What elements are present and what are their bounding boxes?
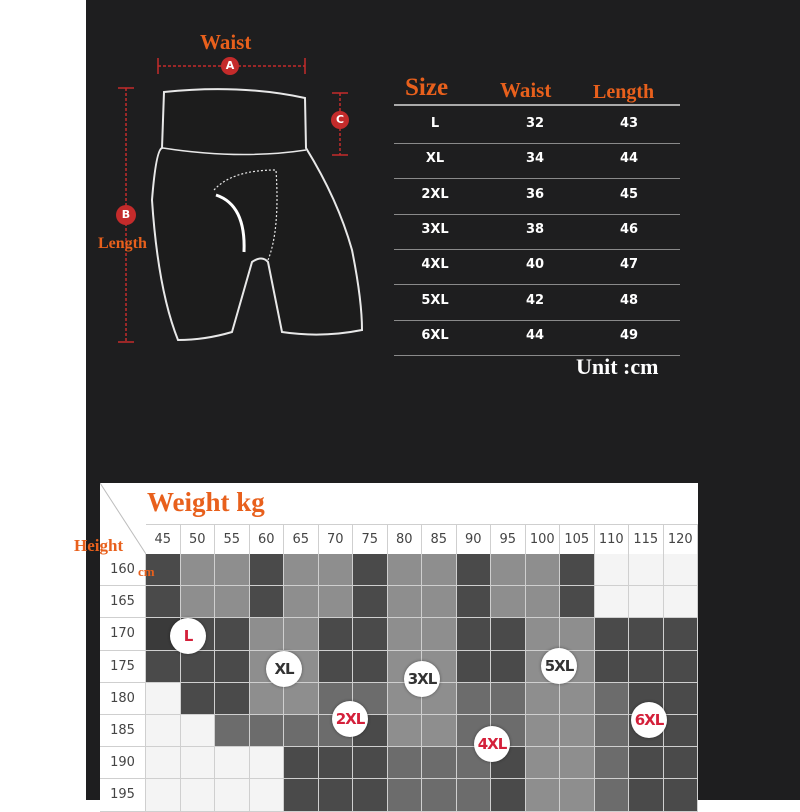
grid-cell xyxy=(457,586,492,618)
grid-cell xyxy=(422,747,457,779)
waist-cell: 42 xyxy=(525,292,545,308)
grid-cell xyxy=(491,554,526,586)
marker-b: B xyxy=(116,205,136,225)
grid-cell xyxy=(422,618,457,650)
grid-cell xyxy=(215,618,250,650)
grid-cell xyxy=(319,651,354,683)
grid-cell xyxy=(422,554,457,586)
grid-cell xyxy=(353,747,388,779)
grid-cell xyxy=(284,586,319,618)
grid-cell xyxy=(491,683,526,715)
weight-column-header: 115 xyxy=(629,524,664,554)
grid-cell xyxy=(215,715,250,747)
waist-cell: 34 xyxy=(525,151,545,167)
size-cell: 6XL xyxy=(421,327,449,343)
row-separator xyxy=(394,178,680,179)
grid-cell xyxy=(319,586,354,618)
weight-column-header: 75 xyxy=(353,524,388,554)
grid-cell xyxy=(595,715,630,747)
grid-cell xyxy=(457,618,492,650)
grid-cell xyxy=(664,618,699,650)
grid-cell xyxy=(629,747,664,779)
grid-cell xyxy=(284,747,319,779)
length-header: Length xyxy=(593,81,655,103)
marker-a: A xyxy=(221,57,239,75)
size-cell: 5XL xyxy=(421,292,449,308)
waist-cell: 40 xyxy=(525,257,545,273)
grid-cell xyxy=(526,554,561,586)
row-separator xyxy=(394,320,680,321)
weight-column-header: 50 xyxy=(181,524,216,554)
waist-header: Waist xyxy=(500,78,552,102)
height-row-header: 165 xyxy=(100,586,146,618)
table-divider xyxy=(394,104,680,106)
height-axis-label: Height xyxy=(74,536,124,555)
grid-cell xyxy=(526,715,561,747)
grid-cell xyxy=(629,586,664,618)
grid-cell xyxy=(146,586,181,618)
grid-cell xyxy=(284,618,319,650)
length-cell: 49 xyxy=(619,327,639,343)
grid-cell xyxy=(353,779,388,811)
grid-cell xyxy=(388,715,423,747)
height-unit-label: cm xyxy=(138,564,155,579)
size-badge-3xl: 3XL xyxy=(404,661,440,697)
grid-cell xyxy=(146,715,181,747)
grid-cell xyxy=(319,779,354,811)
grid-cell xyxy=(215,747,250,779)
grid-cell xyxy=(353,554,388,586)
grid-cell xyxy=(595,683,630,715)
grid-cell xyxy=(250,554,285,586)
grid-cell xyxy=(629,618,664,650)
grid-cell xyxy=(181,779,216,811)
grid-cell xyxy=(491,618,526,650)
grid-cell xyxy=(181,554,216,586)
grid-cell xyxy=(526,586,561,618)
height-row-header: 190 xyxy=(100,747,146,779)
length-cell: 48 xyxy=(619,292,639,308)
grid-cell xyxy=(215,683,250,715)
size-badge-6xl: 6XL xyxy=(631,702,667,738)
grid-cell xyxy=(629,554,664,586)
height-row-header: 175 xyxy=(100,651,146,683)
grid-cell xyxy=(457,683,492,715)
grid-cell xyxy=(664,651,699,683)
grid-cell xyxy=(595,747,630,779)
grid-cell xyxy=(595,586,630,618)
size-cell: L xyxy=(430,116,440,131)
grid-cell xyxy=(664,683,699,715)
grid-cell xyxy=(284,715,319,747)
grid-cell xyxy=(146,747,181,779)
grid-cell xyxy=(560,715,595,747)
length-cell: 45 xyxy=(619,186,639,202)
grid-cell xyxy=(146,683,181,715)
weight-column-header: 45 xyxy=(146,524,181,554)
unit-label: Unit :cm xyxy=(576,354,659,379)
grid-cell xyxy=(215,554,250,586)
waist-cell: 32 xyxy=(525,116,545,131)
grid-cell xyxy=(595,618,630,650)
weight-column-header: 80 xyxy=(388,524,423,554)
weight-column-header: 55 xyxy=(215,524,250,554)
length-cell: 47 xyxy=(619,257,639,273)
grid-cell xyxy=(146,779,181,811)
waist-cell: 44 xyxy=(525,327,545,343)
grid-cell xyxy=(664,554,699,586)
grid-cell xyxy=(284,554,319,586)
grid-cell xyxy=(664,586,699,618)
weight-column-header: 100 xyxy=(526,524,561,554)
grid-cell xyxy=(250,779,285,811)
grid-cell xyxy=(457,651,492,683)
grid-cell xyxy=(629,779,664,811)
grid-cell xyxy=(560,554,595,586)
grid-cell xyxy=(560,683,595,715)
grid-cell xyxy=(526,683,561,715)
grid-cell xyxy=(319,747,354,779)
grid-cell xyxy=(215,651,250,683)
grid-cell xyxy=(250,715,285,747)
grid-cell xyxy=(457,779,492,811)
height-row-header: 185 xyxy=(100,715,146,747)
grid-cell xyxy=(560,747,595,779)
height-row-header: 195 xyxy=(100,779,146,811)
grid-cell xyxy=(595,554,630,586)
size-header: Size xyxy=(405,74,449,101)
grid-cell xyxy=(353,651,388,683)
size-badge-4xl: 4XL xyxy=(474,726,510,762)
grid-cell xyxy=(284,779,319,811)
grid-cell xyxy=(422,586,457,618)
grid-cell xyxy=(388,554,423,586)
waist-cell: 36 xyxy=(525,186,545,202)
grid-cell xyxy=(215,586,250,618)
grid-cell xyxy=(146,651,181,683)
grid-cell xyxy=(284,683,319,715)
size-cell: 2XL xyxy=(421,186,449,202)
length-diagram-label: Length xyxy=(98,235,147,252)
weight-column-header: 60 xyxy=(250,524,285,554)
grid-cell xyxy=(526,779,561,811)
grid-cell xyxy=(595,651,630,683)
weight-column-header: 95 xyxy=(491,524,526,554)
grid-cell xyxy=(629,651,664,683)
waist-cell: 38 xyxy=(525,221,545,237)
grid-cell xyxy=(526,747,561,779)
length-cell: 44 xyxy=(619,151,639,167)
grid-cell xyxy=(250,618,285,650)
grid-cell xyxy=(181,715,216,747)
weight-column-header: 90 xyxy=(457,524,492,554)
grid-cell xyxy=(250,586,285,618)
height-row-header: 170 xyxy=(100,618,146,650)
grid-cell xyxy=(664,715,699,747)
row-separator xyxy=(394,214,680,215)
grid-cell xyxy=(181,747,216,779)
grid-cell xyxy=(181,586,216,618)
size-cell: 3XL xyxy=(421,221,449,237)
weight-column-header: 105 xyxy=(560,524,595,554)
grid-cell xyxy=(560,586,595,618)
height-row-header: 180 xyxy=(100,683,146,715)
grid-cell xyxy=(560,779,595,811)
grid-cell xyxy=(560,618,595,650)
weight-chart-title: Weight kg xyxy=(147,487,265,517)
grid-cell xyxy=(457,554,492,586)
waist-diagram-label: Waist xyxy=(200,30,252,54)
weight-column-header: 110 xyxy=(595,524,630,554)
grid-cell xyxy=(319,554,354,586)
grid-cell xyxy=(388,586,423,618)
grid-cell xyxy=(526,618,561,650)
grid-cell xyxy=(388,747,423,779)
grid-cell xyxy=(250,683,285,715)
weight-column-header: 120 xyxy=(664,524,699,554)
grid-cell xyxy=(388,779,423,811)
grid-cell xyxy=(319,618,354,650)
length-cell: 43 xyxy=(619,116,639,131)
weight-column-header: 65 xyxy=(284,524,319,554)
height-row-header: 160 xyxy=(100,554,146,586)
grid-cell xyxy=(491,779,526,811)
grid-cell xyxy=(388,618,423,650)
grid-cell xyxy=(353,618,388,650)
weight-column-header: 70 xyxy=(319,524,354,554)
grid-cell xyxy=(215,779,250,811)
length-cell: 46 xyxy=(619,221,639,237)
size-badge-l: L xyxy=(170,618,206,654)
size-cell: XL xyxy=(425,151,445,167)
row-separator xyxy=(394,284,680,285)
grid-cell xyxy=(422,779,457,811)
size-cell: 4XL xyxy=(421,257,449,273)
marker-c: C xyxy=(331,111,349,129)
grid-cell xyxy=(491,586,526,618)
size-badge-2xl: 2XL xyxy=(332,701,368,737)
grid-cell xyxy=(181,651,216,683)
grid-cell xyxy=(181,683,216,715)
grid-cell xyxy=(491,651,526,683)
grid-cell xyxy=(664,779,699,811)
weight-column-header: 85 xyxy=(422,524,457,554)
grid-cell xyxy=(250,747,285,779)
grid-cell xyxy=(664,747,699,779)
grid-cell xyxy=(595,779,630,811)
grid-cell xyxy=(353,586,388,618)
row-separator xyxy=(394,249,680,250)
size-badge-xl: XL xyxy=(266,651,302,687)
size-badge-5xl: 5XL xyxy=(541,648,577,684)
row-separator xyxy=(394,143,680,144)
grid-cell xyxy=(422,715,457,747)
